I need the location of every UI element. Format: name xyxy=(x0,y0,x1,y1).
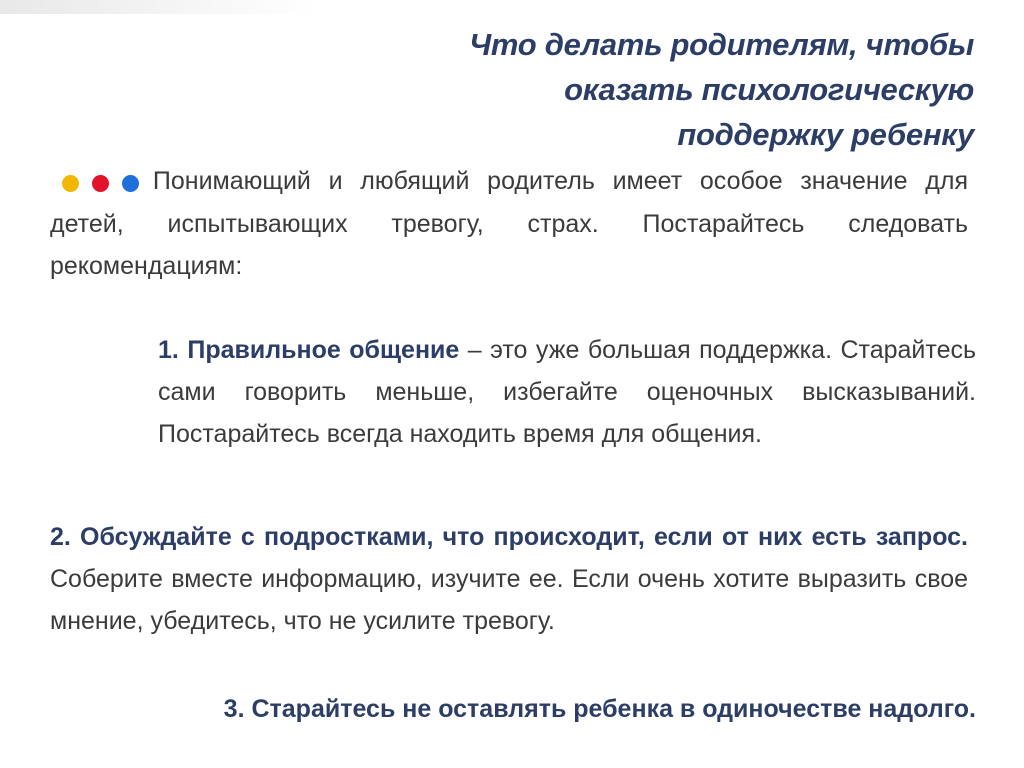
recommendation-1 xyxy=(158,329,976,455)
recommendation-2 xyxy=(50,516,968,642)
recommendation-1-number: 1. xyxy=(158,336,179,364)
blue-dot-icon xyxy=(122,175,139,192)
intro-text: Понимающий и любящий родитель имеет особое значение для детей, испытывающих тревогу, страх. Постарайтесь следовать рекомендациям: xyxy=(50,167,968,281)
page-title xyxy=(414,22,974,157)
recommendation-3-heading: Старайтесь не оставлять ребенка в одиночестве надолго. xyxy=(251,695,976,723)
red-dot-icon xyxy=(92,175,109,192)
title-line-2: оказать психологическую xyxy=(564,72,974,107)
title-line-3: поддержку ребенку xyxy=(677,117,974,152)
recommendation-2-body: Соберите вместе информацию, изучите ее. Если очень хотите выразить свое мнение, убедитесь, что не усилите тревогу. xyxy=(50,565,968,635)
recommendation-1-heading: Правильное общение xyxy=(187,336,460,364)
intro-paragraph xyxy=(50,160,968,287)
top-decoration xyxy=(0,0,320,14)
recommendation-2-number: 2. xyxy=(50,523,71,551)
title-line-1: Что делать родителям, чтобы xyxy=(469,27,974,62)
recommendation-2-heading: Обсуждайте с подростками, что происходит, если от них есть запрос. xyxy=(80,523,968,551)
recommendation-1-body: – это уже большая поддержка. Старайтесь сами говорить меньше, избегайте оценочных высказываний. Постарайтесь всегда находить время для общения. xyxy=(158,336,976,448)
yellow-dot-icon xyxy=(62,175,79,192)
bullet-dots-icon xyxy=(62,161,145,203)
recommendation-3 xyxy=(158,688,976,730)
recommendation-3-number: 3. xyxy=(223,695,245,723)
